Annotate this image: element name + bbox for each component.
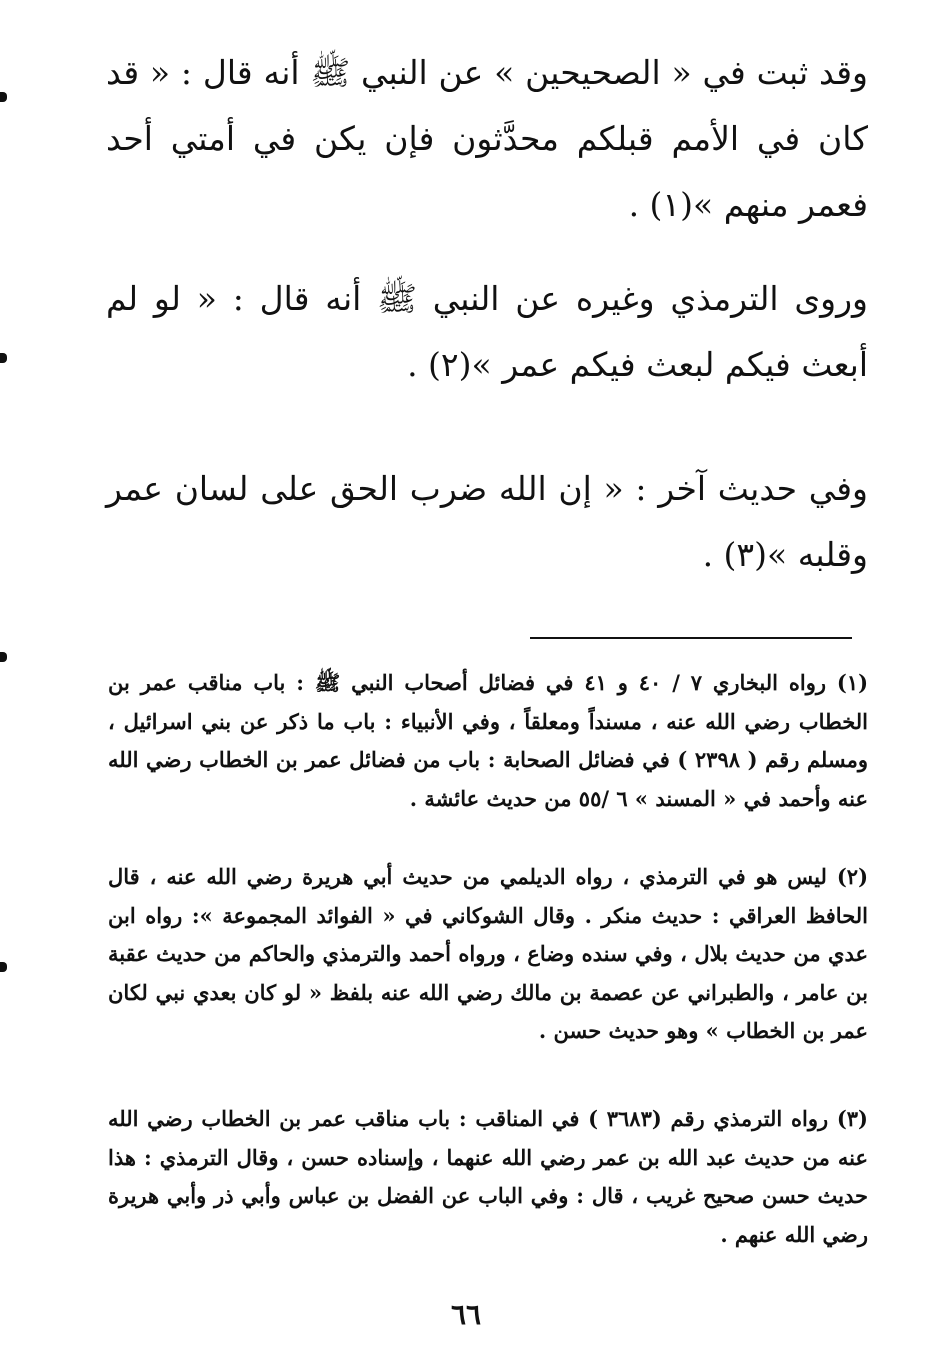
body-paragraph-3: وفي حديث آخر : « إن الله ضرب الحق على لسان عمر وقلبه »(٣) . — [106, 469, 868, 574]
body-paragraph-2: وروى الترمذي وغيره عن النبي ﷺ أنه قال : « لو لم أبعث فيكم لبعث فيكم عمر »(٢) . — [106, 279, 868, 384]
page-number: ٦٦ — [450, 1298, 482, 1331]
binding-mark — [0, 652, 7, 662]
footnote-2: (٢) ليس هو في الترمذي ، رواه الديلمي من حديث أبي هريرة رضي الله عنه ، قال الحافظ العراقي : حديث منكر . وقال الشوكاني في « الفوائد المجموعة »: رواه ابن عدي من حديث بلال ، وفي سنده وضاع ، ورواه أحمد والترمذي والحاكم من حديث عقبة بن عامر ، والطبراني عن عصمة بن مالك رضي الله عنه بلفظ « لو كان بعدي نبي لكان عمر بن الخطاب » وهو حديث حسن . — [108, 864, 868, 1043]
binding-mark — [0, 962, 7, 972]
footnote-separator — [530, 637, 852, 639]
binding-mark — [0, 353, 7, 363]
footnote-1: (١) رواه البخاري ٧ / ٤٠ و ٤١ في فضائل أصحاب النبي ﷺ : باب مناقب عمر بن الخطاب رضي الله عنه ، مسنداً ومعلقاً ، وفي الأنبياء : باب ما ذكر عن بني اسرائيل ، ومسلم رقم ( ٢٣٩٨ ) في فضائل الصحابة : باب من فضائل عمر بن الخطاب رضي الله عنه وأحمد في « المسند » ٦ /٥٥ من حديث عائشة . — [108, 670, 869, 811]
binding-mark — [0, 92, 7, 102]
footnote-3: (٣) رواه الترمذي رقم (٣٦٨٣ ) في المناقب : باب مناقب عمر بن الخطاب رضي الله عنه من حديث عبد الله بن عمر رضي الله عنهما ، وإسناده حسن ، وقال الترمذي : هذا حديث حسن صحيح غريب ، قال : وفي الباب عن الفضل بن عباس وأبي ذر وأبي هريرة رضي الله عنهم . — [108, 1106, 868, 1247]
body-paragraph-1: وقد ثبت في « الصحيحين » عن النبي ﷺ أنه قال : « قد كان في الأمم قبلكم محدَّثون فإن يكن في أمتي أحد فعمر منهم »(١) . — [106, 53, 868, 224]
